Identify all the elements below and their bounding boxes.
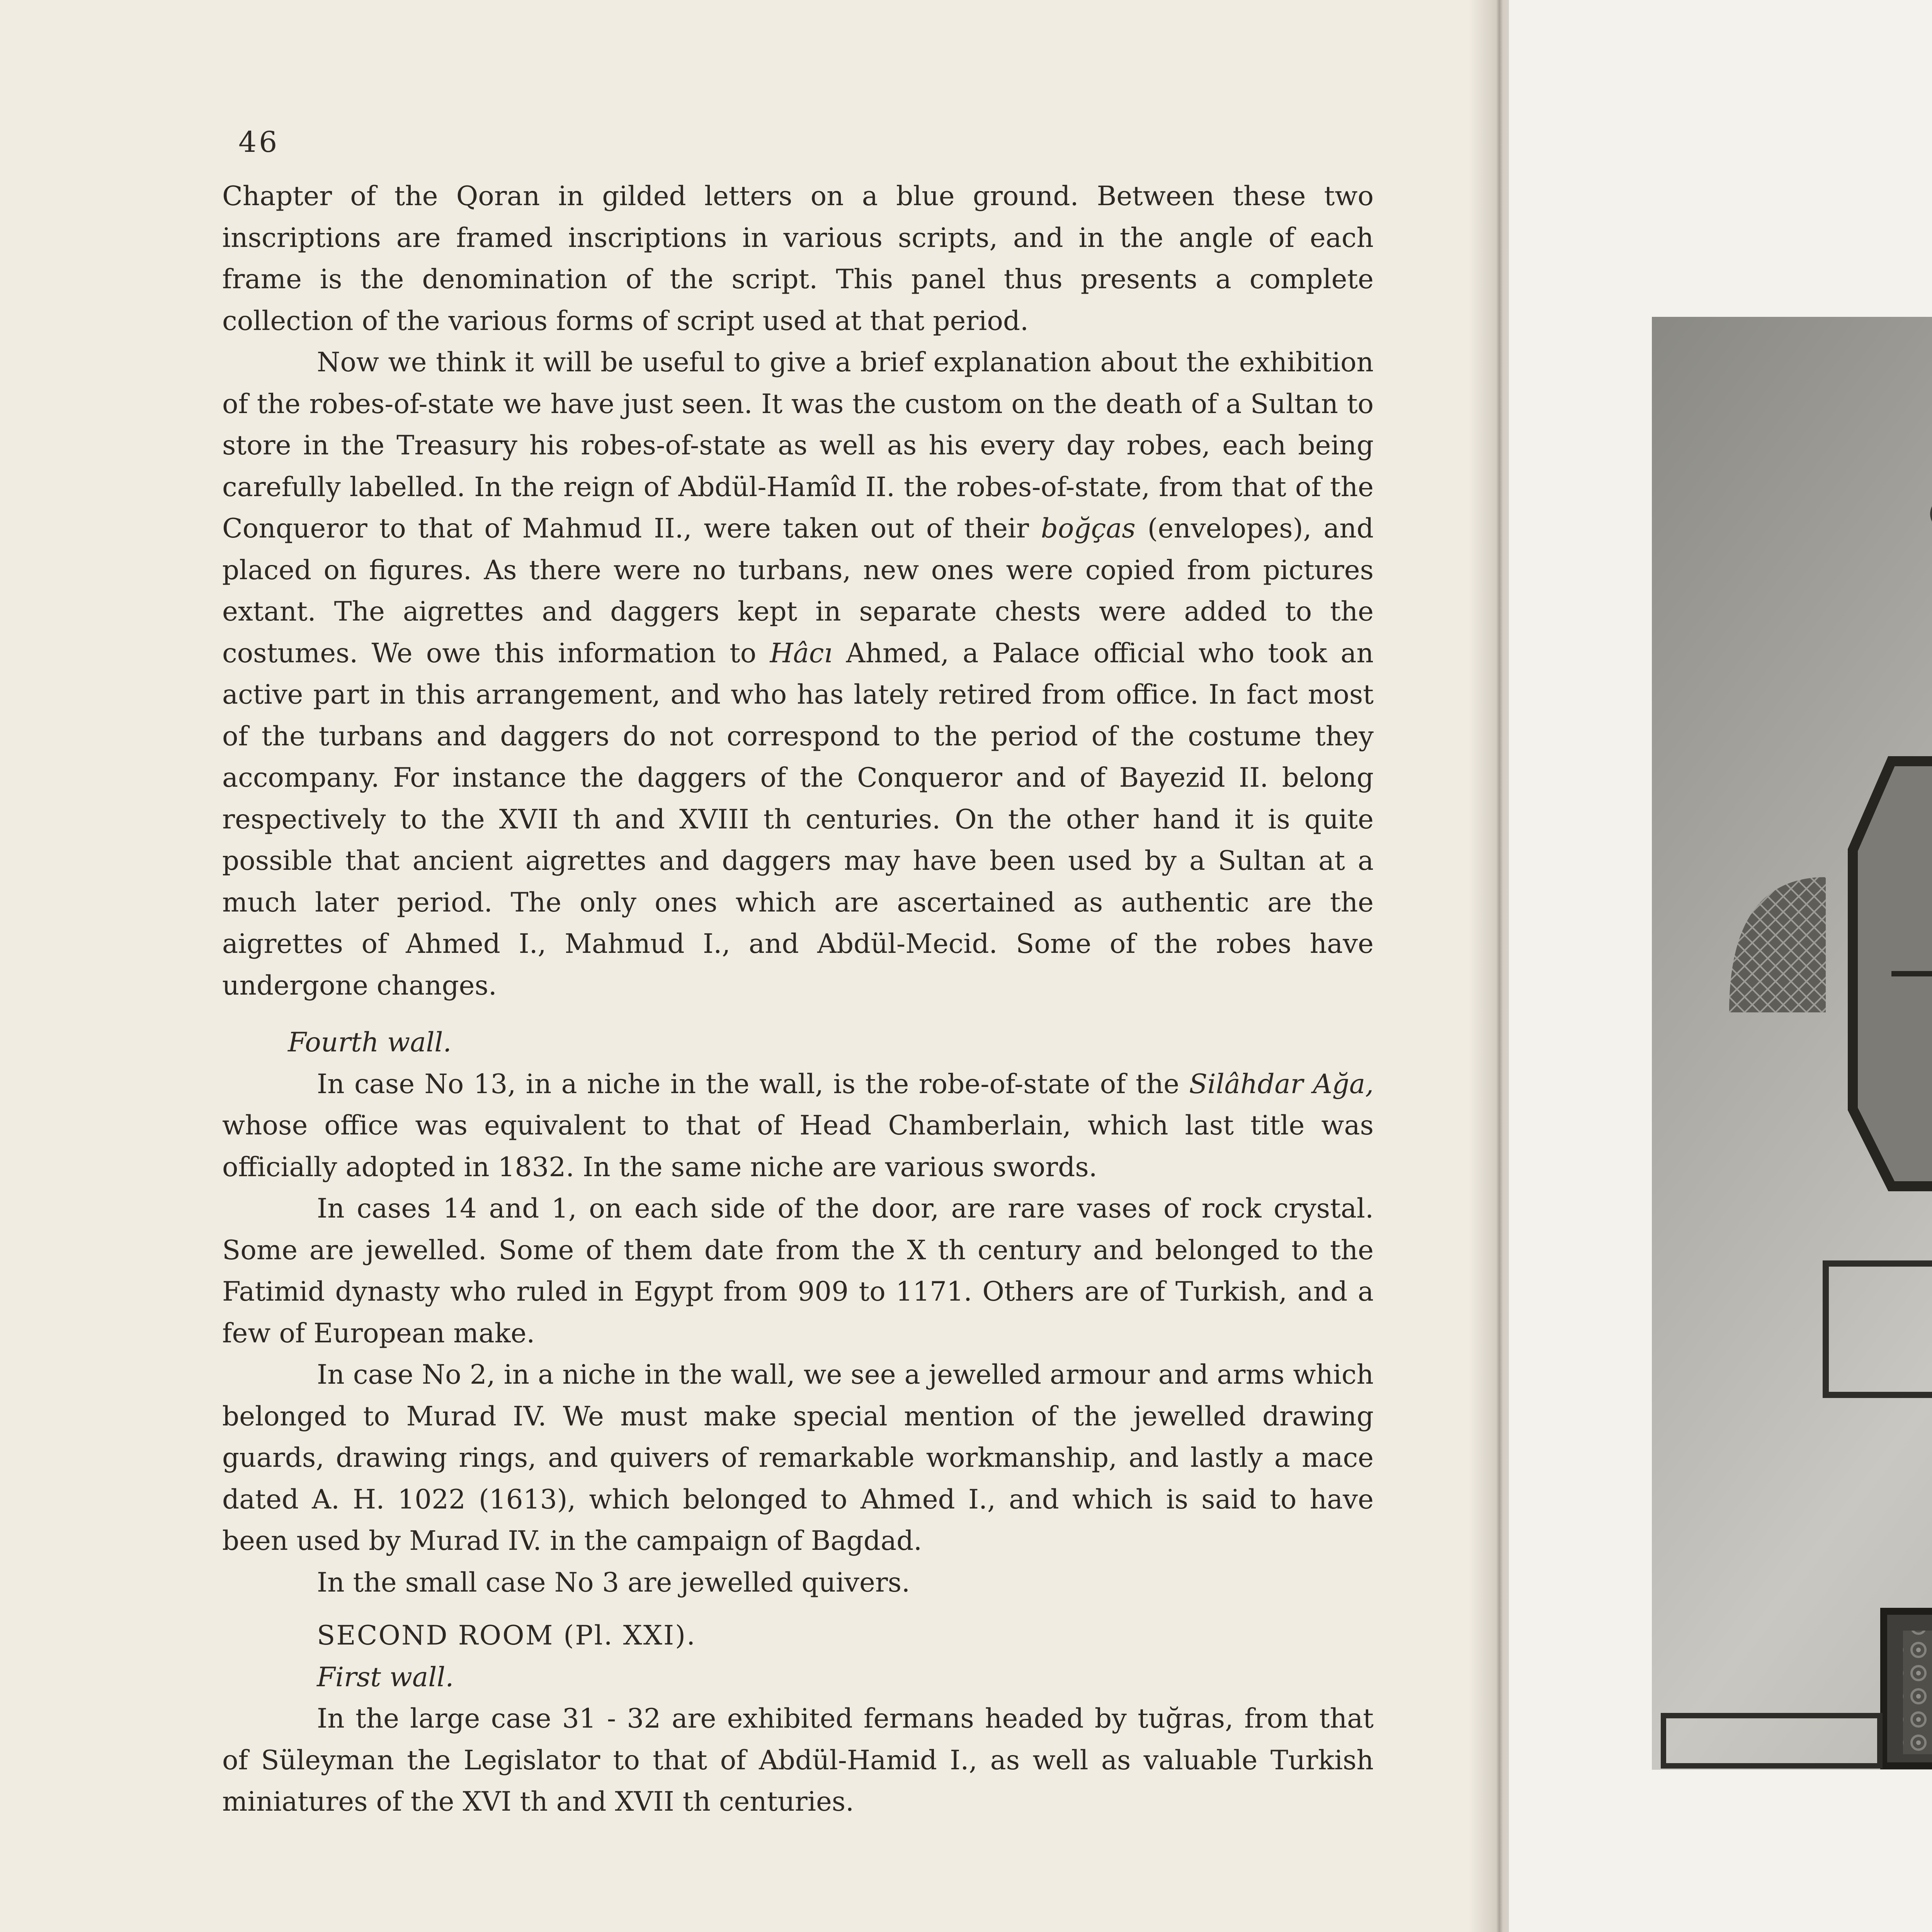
treasury-room-photo (1652, 317, 1932, 1770)
italic-haci: Hâcı (770, 638, 833, 669)
paragraph-case-3: In the small case No 3 are jewelled quivers. (317, 1567, 910, 1598)
paragraph-robes-explanation (222, 342, 1374, 1007)
photo-illustration (1652, 317, 1932, 1770)
paragraph-qoran: Chapter of the Qoran in gilded letters on a blue ground. Between these two inscriptions are framed inscriptions in various scripts, and in the angle of each frame is the denomination of the script. This panel thus presents a complete collection of the various forms of script used at that period. (222, 181, 1374, 337)
second-room-heading: SECOND ROOM (Pl. XXI). (317, 1620, 696, 1651)
paragraph-case-2: In case No 2, in a niche in the wall, we see a jewelled armour and arms which belonged to Murad IV. We must make special mention of the jewelled drawing guards, drawing rings, and quivers of remarkable workmanship, and lastly a mace dated A. H. 1022 (1613), which belonged to Ahmed I., and which is said to have been used by Murad IV. in the campaign of Bagdad. (222, 1359, 1374, 1556)
fourth-wall-heading: Fourth wall. (288, 1027, 452, 1058)
paragraph-case-31: In the large case 31 - 32 are exhibited fermans headed by tuğras, from that of Süleyman the Legislator to that of Abdül-Hamid I., as well as valuable Turkish miniatures of the XVI th and XVII th centuries. (222, 1703, 1374, 1817)
case13-text-b: whose office was equivalent to that of Head Chamberlain, which last title was officially adopted in 1832. In the same niche are various swords. (222, 1110, 1374, 1183)
paragraph-robes-part1: Now we think it will be useful to give a brief explanation about the exhibition of the robes-of-state we have just seen. It was the custom on the death of a Sultan to store in the Treasury his robes-of-state as well as his every day robes, each being carefully labelled. In the reign of Abdül-Hamîd II. the robes-of-state, from that of the Conqueror to that of Mahmud II., were taken out of their (222, 347, 1374, 544)
italic-bogcas: boğças (1041, 513, 1136, 544)
body-text (222, 176, 1374, 1823)
first-wall-heading: First wall. (317, 1662, 454, 1693)
paragraph-case-13 (222, 1064, 1374, 1189)
paragraph-robes-part2: (envelopes), and placed on figures. As there were no turbans, new ones were copied from pictures extant. The aigrettes and daggers kept in separate chests were added to the costumes. We owe this information to (222, 513, 1374, 669)
case13-italic-silahdar: Silâhdar Ağa, (1189, 1068, 1374, 1100)
page-number: 46 (238, 126, 280, 159)
case13-text-a: In case No 13, in a niche in the wall, is the robe-of-state of the (317, 1068, 1179, 1100)
paragraph-case-14: In cases 14 and 1, on each side of the door, are rare vases of rock crystal. Some are jewelled. Some of them date from the X th century and belonged to the Fatimid dynasty who ruled in Egypt from 909 to 1171. Others are of Turkish, and a few of European make. (222, 1193, 1374, 1349)
paragraph-robes-part3: Ahmed, a Palace official who took an active part in this arrangement, and who has lately retired from office. In fact most of the turbans and daggers do not correspond to the period of the costume they accompany. For instance the daggers of the Conqueror and of Bayezid II. belong respectively to the XVII th and XVIII th centuries. On the other hand it is quite possible that ancient aigrettes and daggers may have been used by a Sultan at a much later period. The only ones which are ascertained as authentic are the aigrettes of Ahmed I., Mahmud I., and Abdül-Mecid. Some of the robes have undergone changes. (222, 638, 1374, 1001)
